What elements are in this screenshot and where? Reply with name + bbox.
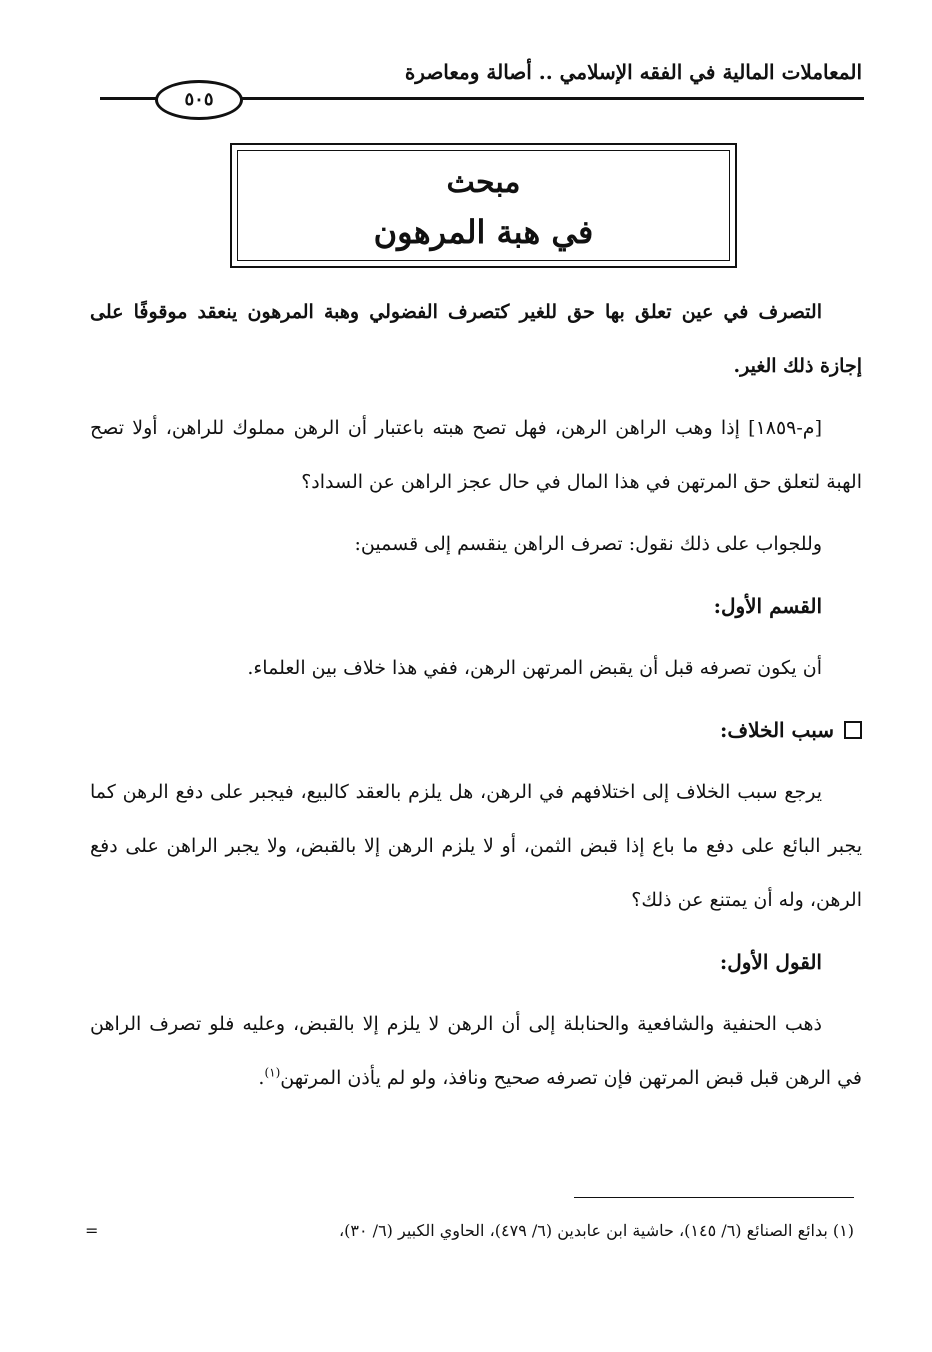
- first-section-paragraph: أن يكون تصرفه قبل أن يقبض المرتهن الرهن، ففي هذا خلاف بين العلماء.: [247, 657, 822, 679]
- running-title: المعاملات المالية في الفقه الإسلامي .. أصالة ومعاصرة: [404, 60, 862, 84]
- footnote-continuation-mark: =: [85, 1221, 99, 1240]
- first-opinion-text: ذهب الحنفية والشافعية والحنابلة إلى أن الرهن لا يلزم إلا بالقبض، وعليه فلو تصرف الراهن في الرهن قبل قبض المرتهن فإن تصرفه صحيح ونافذ، ولو لم يأذن المرتهن: [90, 1013, 862, 1089]
- first-section-heading: القسم الأول:: [713, 594, 822, 618]
- section-title: في هبة المرهون: [373, 213, 594, 251]
- footnote-1: [85, 1218, 854, 1244]
- page-number: ٥٠٥: [155, 80, 243, 120]
- first-opinion-paragraph: [90, 997, 862, 1105]
- section-label: مبحث: [446, 165, 521, 200]
- question-paragraph: [م-١٨٥٩] إذا وهب الراهن الرهن، فهل تصح هبته باعتبار أن الرهن مملوك للراهن، أولا تصح الهبة لتعلق حق المرتهن في هذا المال في حال عجز الراهن عن السداد؟: [90, 417, 862, 493]
- rule-paragraph: التصرف في عين تعلق بها حق للغير كتصرف الفضولي وهبة المرهون ينعقد موقوفًا على إجازة ذلك الغير.: [90, 301, 862, 377]
- footnote-reference[interactable]: (١): [264, 1065, 281, 1080]
- answer-intro-paragraph: وللجواب على ذلك نقول: تصرف الراهن ينقسم إلى قسمين:: [354, 533, 822, 555]
- reason-heading-label: سبب الخلاف:: [719, 718, 834, 742]
- checkbox-bullet-icon: [844, 721, 862, 739]
- body-text: [90, 285, 862, 1113]
- reason-paragraph: يرجع سبب الخلاف إلى اختلافهم في الرهن، هل يلزم بالعقد كالبيع، فيجبر على دفع الرهن كما يجبر البائع على دفع ما باع إذا قبض الثمن، أو لا يلزم الرهن إلا بالقبض، ولا يجبر الراهن على دفع الرهن، وله أن يمتنع عن ذلك؟: [90, 781, 862, 911]
- reason-heading: [90, 703, 862, 757]
- first-opinion-end: .: [258, 1067, 265, 1089]
- first-opinion-heading: القول الأول:: [719, 950, 822, 974]
- section-title-box: [230, 143, 737, 268]
- footnote-1-text: (١) بدائع الصنائع (٦/ ١٤٥)، حاشية ابن عابدين (٦/ ٤٧٩)، الحاوي الكبير (٦/ ٣٠)،: [339, 1221, 854, 1240]
- footnote-rule: [574, 1197, 854, 1198]
